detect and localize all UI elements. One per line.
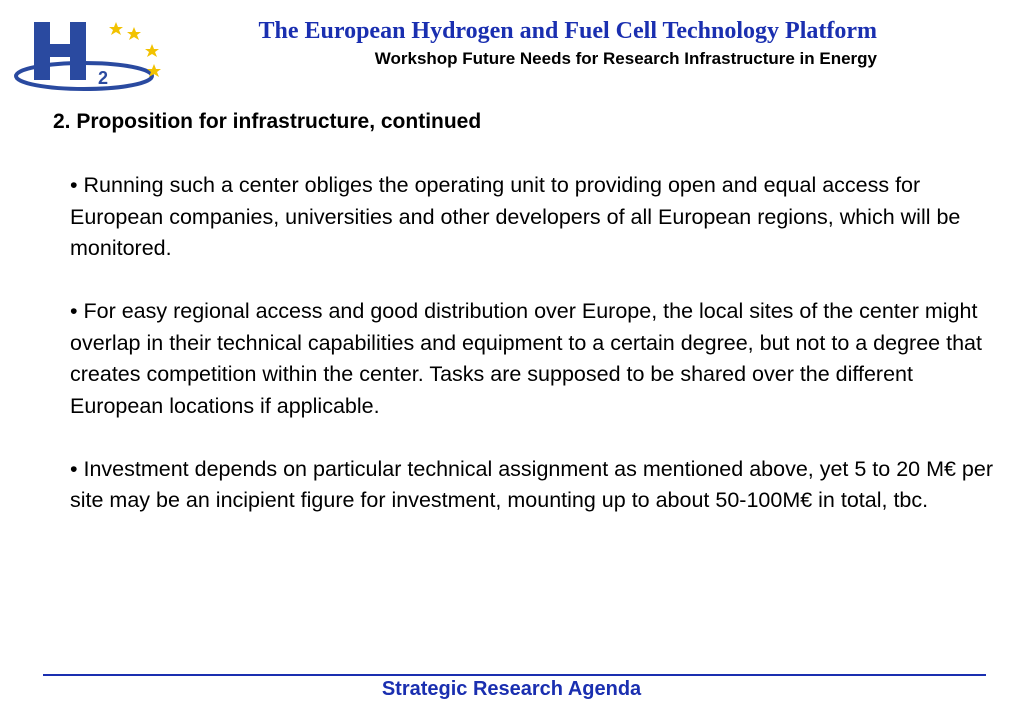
footer-divider [43,674,986,676]
footer-text: Strategic Research Agenda [381,678,642,700]
bullet-item: • For easy regional access and good distribution over Europe, the local sites of the center might overlap in their technical capabilities and equipment to a certain degree, but not to a degree that creates competition within the center. Tasks are supposed to be shared over the different European locations if applicable. [70,299,982,418]
bullet-list [70,170,995,548]
header-title: The European Hydrogen and Fuel Cell Technology Platform [258,18,877,44]
header-subtitle: Workshop Future Needs for Research Infrastructure in Energy [374,49,877,68]
bullet-item: • Investment depends on particular technical assignment as mentioned above, yet 5 to 20 M€ per site may be an incipient figure for investment, mounting up to about 50-100M€ in total, tbc. [70,456,994,512]
logo-subscript: 2 [98,68,109,88]
bullet-item: • Running such a center obliges the operating unit to providing open and equal access for European companies, universities and other developers of all European regions, which will be monitored. [70,173,961,260]
section-heading: 2. Proposition for infrastructure, continued [53,110,482,133]
h2-logo [14,14,174,100]
